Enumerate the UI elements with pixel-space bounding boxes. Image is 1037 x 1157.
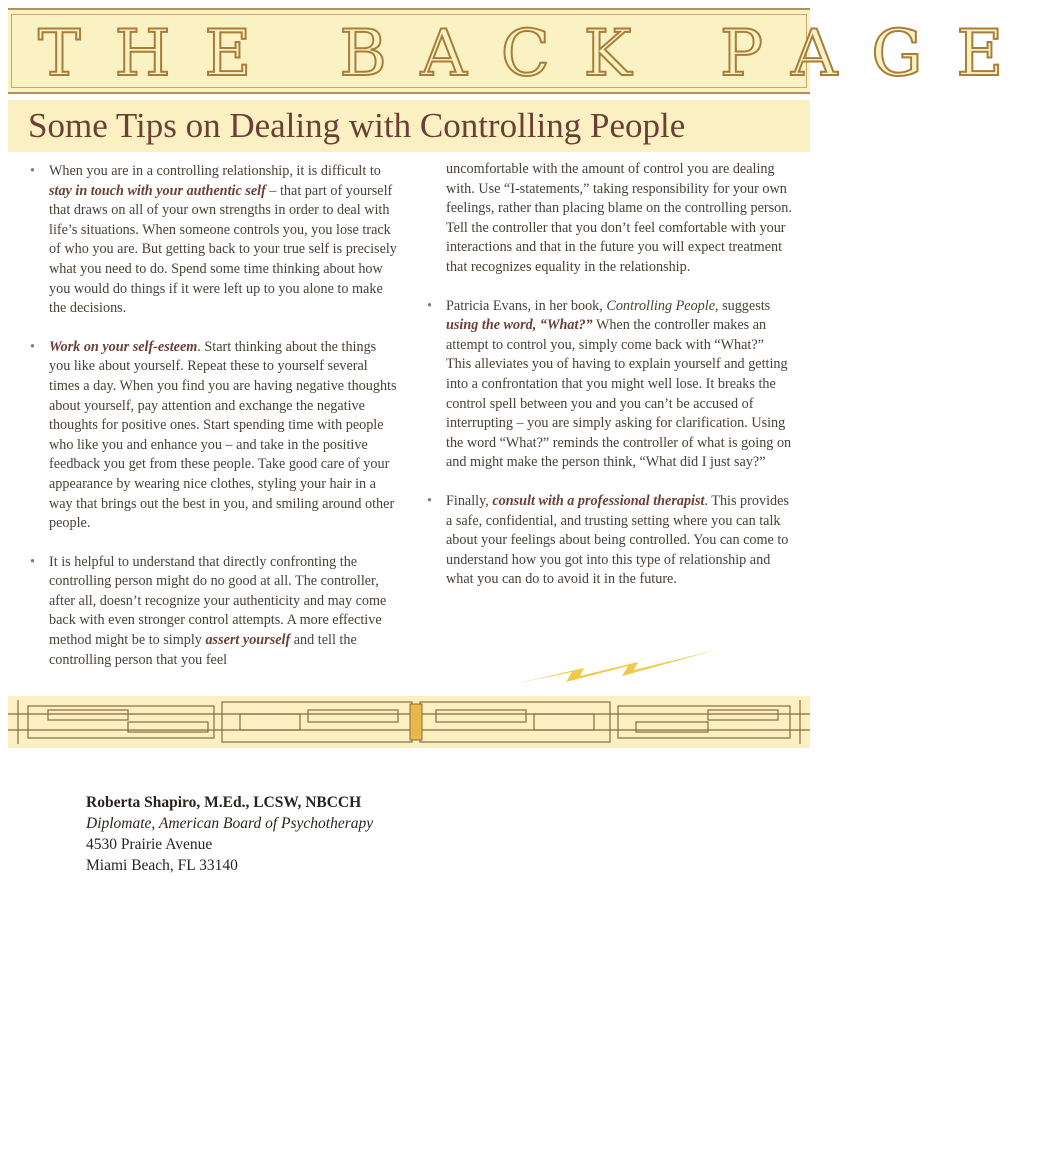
left-column: [30, 162, 400, 689]
author-street: 4530 Prairie Avenue: [86, 836, 213, 853]
decorative-border: [8, 696, 810, 748]
bullet-icon: •: [30, 163, 35, 179]
author-city: Miami Beach, FL 33140: [86, 857, 238, 874]
headline-band: [8, 100, 810, 152]
ornament-border-icon: [8, 696, 810, 748]
bullet-icon: •: [427, 492, 432, 509]
article-headline: Some Tips on Dealing with Controlling People: [28, 106, 686, 145]
tip-emphasis: assert yourself: [205, 632, 291, 649]
tip-emphasis: consult with a professional therapist: [492, 492, 705, 509]
bullet-icon: •: [427, 297, 432, 314]
author-name: Roberta Shapiro, M.Ed., LCSW, NBCCH: [86, 794, 362, 811]
author-title: Diplomate, American Board of Psychotherapy: [86, 815, 374, 832]
tip-using-what: • Patricia Evans, in her book, Controlling People, suggests using the word, “What?” When the controller makes an attempt to control you, simply come back with “What?” This alleviates you of having to explain yourself and getting into a confrontation that you might well lose. It breaks the control spell between you and you can’t be accused of interrupting – you are simply asking for clarification. Using the word “What?” reminds the controller of what is going on and might make the person think, “What did I just say?”: [427, 297, 792, 471]
tip-emphasis: Work on your self-esteem: [49, 338, 198, 355]
tip-emphasis: stay in touch with your authentic self: [49, 182, 266, 199]
right-column: [427, 160, 792, 609]
tip-emphasis: using the word, “What?”: [446, 317, 593, 334]
tip-assert-yourself: • It is helpful to understand that directly confronting the controlling person might do no good at all. The controller, after all, doesn’t recognize your authenticity and may come back with even stronger control attempts. A more effective method might be to simply assert yourself and tell the controlling person that you feel: [30, 553, 387, 668]
lightning-bolt-icon: [510, 648, 720, 688]
tip-consult-therapist: • Finally, consult with a professional therapist. This provides a safe, confidential, and trusting setting where you can talk about your feelings about being controlled. You can come to understand how you got into this type of relationship and what you can do to avoid it in the future.: [427, 492, 789, 588]
tip-stay-authentic: • When you are in a controlling relationship, it is difficult to stay in touch with your authentic self – that part of yourself that draws on all of your own strengths in order to deal with life’s situations. When someone controls you, you lose track of who you are. But getting back to your true self is precisely what you need to do. Spend some time thinking about how you would do things if it were left up to you alone to make the decisions.: [30, 163, 397, 317]
tip-assert-yourself-continued: uncomfortable with the amount of control you are dealing with. Use “I-statements,” taking responsibility for your own feelings, rather than placing blame on the controlling person. Tell the controller that you don’t feel comfortable with your interactions and that in the future you will expect treatment that recognizes equality in the relationship.: [446, 161, 792, 275]
author-signature-block: [86, 792, 373, 876]
masthead-title: THE BACK PAGE: [38, 17, 1037, 91]
tip-self-esteem: • Work on your self-esteem. Start thinking about the things you like about yourself. Repeat these to yourself several times a day. When you find you are having negative thoughts about yourself, pay attention and exchange the negative thoughts for positive ones. Start spending time with people who like you and enhance you – and take in the positive feedback you get from these people. Take good care of your appearance by wearing nice clothes, styling your hair in a way that brings out the best in you, and smiling around other people.: [30, 338, 397, 532]
book-title: Controlling People: [606, 297, 715, 314]
bullet-icon: •: [30, 553, 35, 570]
masthead-banner: [8, 8, 1037, 94]
bullet-icon: •: [30, 338, 35, 355]
